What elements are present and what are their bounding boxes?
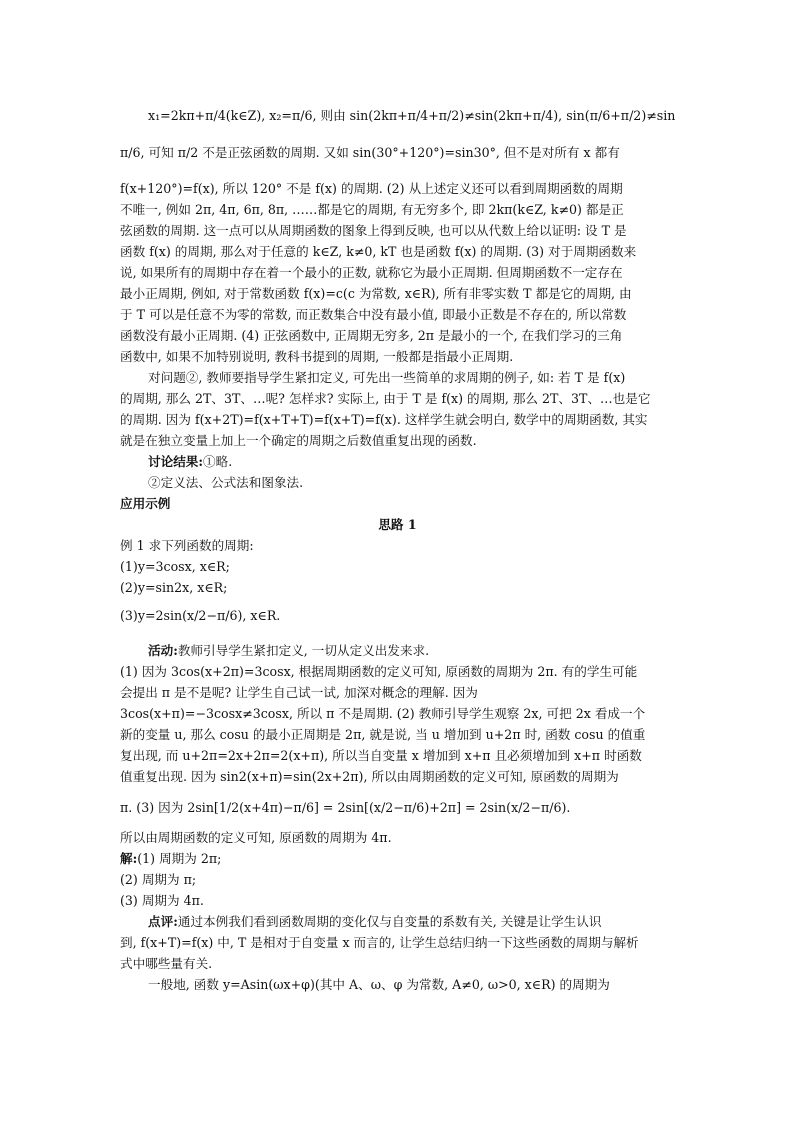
text-line: 值重复出现. 因为 sin2(x+π)=sin(2x+2π), 所以由周期函数的定义可知, 原函数的周期为 [120,769,619,784]
comment-label: 点评: [148,914,178,929]
text-line: f(x+120°)=f(x), 所以 120° 不是 f(x) 的周期. (2) 从上述定义还可以看到周期函数的周期 [120,181,623,196]
text-line: 到, f(x+T)=f(x) 中, T 是相对于自变量 x 而言的, 让学生总结归纳一下这些函数的周期与解析 [120,935,639,950]
activity-text: 教师引导学生紧扣定义, 一切从定义出发来求. [177,643,430,658]
text-line: 复出现, 而 u+2π=2x+2π=2(x+π), 所以当自变量 x 增加到 x+π 且必须增加到 x+π 时函数 [120,748,642,763]
formula-line: π. (3) 因为 2sin[1/2(x+4π)−π/6] = 2sin[(x/2−π/6)+2π] = 2sin(x/2−π/6). [120,800,571,815]
subsection-heading: 思路 1 [378,517,417,532]
text-line: 不唯一, 例如 2π, 4π, 6π, 8π, ……都是它的周期, 有无穷多个, 即 2kπ(k∈Z, k≠0) 都是正 [120,202,624,217]
text-line: (1) 因为 3cos(x+2π)=3cosx, 根据周期函数的定义可知, 原函数的周期为 2π. 有的学生可能 [120,664,638,679]
text-line: 的周期. 因为 f(x+2T)=f(x+T+T)=f(x+T)=f(x). 这样学生就会明白, 数学中的周期函数, 其实 [120,412,648,427]
activity-line [148,641,675,661]
text-line: 3cos(x+π)=−3cosx≠3cosx, 所以 π 不是周期. (2) 教师引导学生观察 2x, 可把 2x 看成一个 [120,706,646,721]
comment-line [148,912,675,932]
solution-text: (1) 周期为 2π; [137,851,222,866]
discussion-label: 讨论结果: [148,454,204,469]
text-line: 函数 f(x) 的周期, 那么对于任意的 k∈Z, k≠0, kT 也是函数 f(x) 的周期. (3) 对于周期函数来 [120,244,637,259]
solution-line [120,849,675,869]
text-line: 对问题②, 教师要指导学生紧扣定义, 可先出一些简单的求周期的例子, 如: 若 T 是 f(x) [148,370,626,385]
text-line: 新的变量 u, 那么 cosu 的最小正周期是 2π, 就是说, 当 u 增加到 u+2π 时, 函数 cosu 的值重 [120,727,646,742]
text-line: 所以由周期函数的定义可知, 原函数的周期为 4π. [120,830,392,845]
example-title: 例 1 求下列函数的周期: [120,538,254,553]
solution-label: 解: [120,851,138,866]
text-line: 弦函数的周期. 这一点可以从周期函数的图象上得到反映, 也可以从代数上给以证明: 设 T 是 [120,223,627,238]
example-item: (2)y=sin2x, x∈R; [120,580,228,595]
text-line: 函数中, 如果不加特别说明, 教科书提到的周期, 一般都是指最小正周期. [120,349,514,364]
text-line: 一般地, 函数 y=Asin(ωx+φ)(其中 A、ω、φ 为常数, A≠0, ω>0, x∈R) 的周期为 [148,977,610,992]
text-line: 的周期, 那么 2T、3T、…呢? 怎样求? 实际上, 由于 T 是 f(x) 的周期, 那么 2T、3T、…也是它 [120,391,651,406]
text-line: 就是在独立变量上加上一个确定的周期之后数值重复出现的函数. [120,433,477,448]
example-item: (3)y=2sin(x/2−π/6), x∈R. [120,608,281,623]
solution-item: (3) 周期为 4π. [120,893,204,908]
example-item: (1)y=3cosx, x∈R; [120,559,230,574]
text-line: π/6, 可知 π/2 不是正弦函数的周期. 又如 sin(30°+120°)=sin30°, 但不是对所有 x 都有 [120,145,620,160]
text-line: 最小正周期, 例如, 对于常数函数 f(x)=c(c 为常数, x∈R), 所有非零实数 T 都是它的周期, 由 [120,286,632,301]
text-line: ②定义法、公式法和图象法. [148,475,304,490]
text-line: x₁=2kπ+π/4(k∈Z), x₂=π/6, 则由 sin(2kπ+π/4+π/2)≠sin(2kπ+π/4), sin(π/6+π/2)≠sin [148,108,675,123]
section-heading: 应用示例 [120,496,171,511]
activity-label: 活动: [148,643,178,658]
comment-text: 通过本例我们看到函数周期的变化仅与自变量的系数有关, 关键是让学生认识 [177,914,602,929]
text-line: 式中哪些量有关. [120,956,213,971]
solution-item: (2) 周期为 π; [120,872,197,887]
discussion-result-line [148,452,675,472]
text-line: 于 T 可以是任意不为零的常数, 而正数集合中没有最小值, 即最小正数是不存在的, 所以常数 [120,307,627,322]
text-line: 函数没有最小正周期. (4) 正弦函数中, 正周期无穷多, 2π 是最小的一个, 在我们学习的三角 [120,328,623,343]
discussion-text: ①略. [203,454,233,469]
text-line: 说, 如果所有的周期中存在着一个最小的正数, 就称它为最小正周期. 但周期函数不一定存在 [120,265,623,280]
text-line: 会提出 π 是不是呢? 让学生自己试一试, 加深对概念的理解. 因为 [120,685,478,700]
